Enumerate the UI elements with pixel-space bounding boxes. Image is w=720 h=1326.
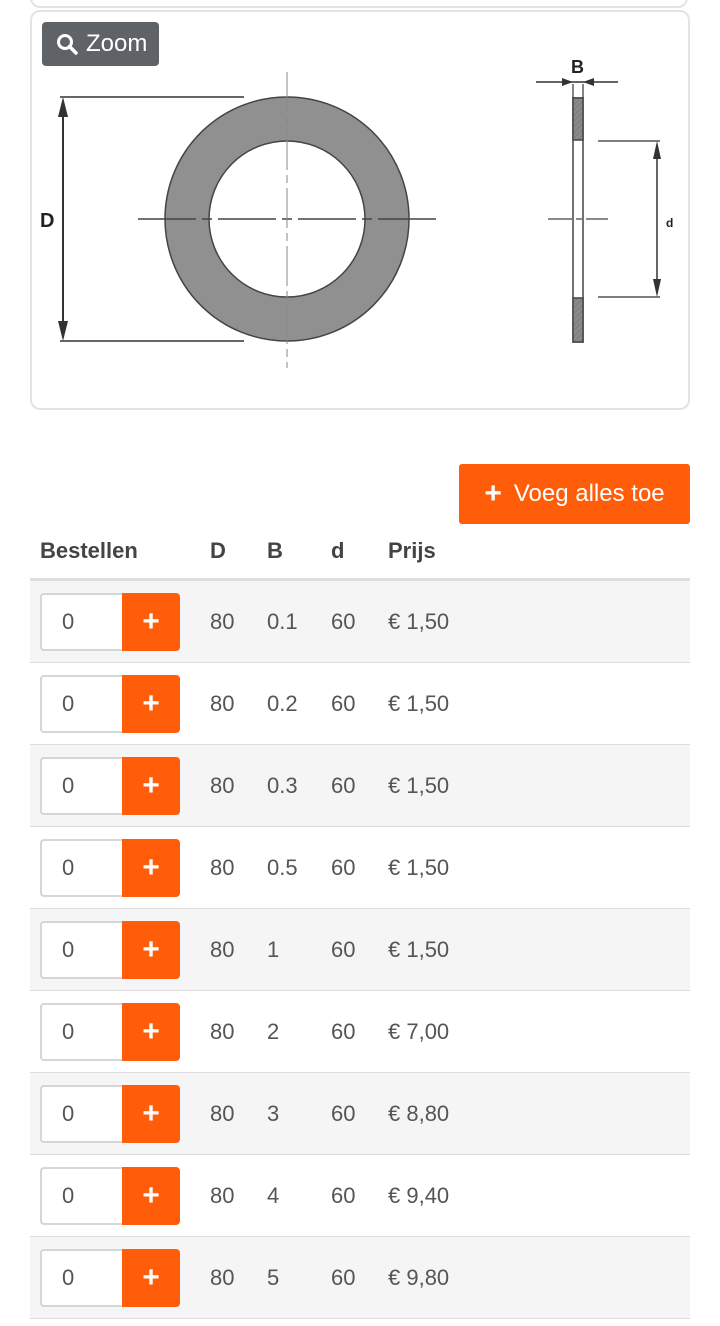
cell-outer-diameter: 80 [210, 937, 235, 962]
increase-quantity-button[interactable]: + [122, 921, 180, 979]
increase-quantity-button[interactable]: + [122, 839, 180, 897]
table-row [30, 827, 690, 909]
quantity-input[interactable] [40, 839, 122, 897]
cell-thickness: 1 [267, 937, 280, 962]
header-thickness: B [267, 538, 283, 563]
header-order: Bestellen [40, 538, 138, 563]
cell-outer-diameter: 80 [210, 609, 235, 634]
cell-outer-diameter: 80 [210, 1019, 235, 1044]
header-price: Prijs [388, 538, 436, 563]
table-row [30, 1073, 690, 1155]
cell-thickness: 2 [267, 1019, 280, 1044]
cell-inner-diameter: 60 [331, 1101, 356, 1126]
quantity-input[interactable] [40, 593, 122, 651]
cell-price: € 1,50 [388, 855, 450, 880]
cell-inner-diameter: 60 [331, 855, 356, 880]
table-row [30, 909, 690, 991]
cell-thickness: 0.1 [267, 609, 298, 634]
quantity-input[interactable] [40, 1085, 122, 1143]
add-all-button-label: Voeg alles toe [513, 480, 665, 507]
cell-outer-diameter: 80 [210, 773, 235, 798]
cell-inner-diameter: 60 [331, 773, 356, 798]
quantity-input[interactable] [40, 1249, 122, 1307]
search-icon [56, 33, 78, 55]
product-variants-table [30, 522, 690, 1319]
cell-thickness: 4 [267, 1183, 280, 1208]
cell-inner-diameter: 60 [331, 937, 356, 962]
table-row [30, 663, 690, 745]
zoom-button[interactable] [42, 22, 159, 66]
quantity-input[interactable] [40, 1003, 122, 1061]
cell-price: € 1,50 [388, 691, 450, 716]
cell-price: € 1,50 [388, 609, 450, 634]
cell-inner-diameter: 60 [331, 691, 356, 716]
dimension-label-thickness: B [571, 57, 584, 77]
quantity-input[interactable] [40, 1167, 122, 1225]
add-all-to-cart-button[interactable] [459, 464, 690, 524]
table-row [30, 581, 690, 663]
cell-price: € 8,80 [388, 1101, 450, 1126]
table-row [30, 745, 690, 827]
increase-quantity-button[interactable]: + [122, 1085, 180, 1143]
cell-outer-diameter: 80 [210, 855, 235, 880]
plus-icon: + [484, 477, 502, 510]
product-image-card [30, 10, 690, 410]
dimension-label-outer: D [40, 210, 55, 232]
cell-inner-diameter: 60 [331, 609, 356, 634]
header-inner-diameter: d [331, 538, 345, 563]
cell-price: € 1,50 [388, 773, 450, 798]
cell-outer-diameter: 80 [210, 1265, 235, 1290]
cell-price: € 1,50 [388, 937, 450, 962]
increase-quantity-button[interactable]: + [122, 593, 180, 651]
cell-price: € 9,80 [388, 1265, 450, 1290]
cell-outer-diameter: 80 [210, 1101, 235, 1126]
cell-price: € 9,40 [388, 1183, 450, 1208]
cell-outer-diameter: 80 [210, 691, 235, 716]
cell-price: € 7,00 [388, 1019, 450, 1044]
increase-quantity-button[interactable]: + [122, 1167, 180, 1225]
table-row [30, 1155, 690, 1237]
previous-card-edge [30, 0, 688, 8]
header-outer-diameter: D [210, 538, 226, 563]
increase-quantity-button[interactable]: + [122, 1249, 180, 1307]
increase-quantity-button[interactable]: + [122, 1003, 180, 1061]
increase-quantity-button[interactable]: + [122, 675, 180, 733]
cell-thickness: 0.3 [267, 773, 298, 798]
cell-thickness: 3 [267, 1101, 280, 1126]
cell-inner-diameter: 60 [331, 1019, 356, 1044]
cell-outer-diameter: 80 [210, 1183, 235, 1208]
cell-inner-diameter: 60 [331, 1183, 356, 1208]
cell-thickness: 0.2 [267, 691, 298, 716]
table-row [30, 1237, 690, 1319]
cell-inner-diameter: 60 [331, 1265, 356, 1290]
table-header [30, 522, 690, 581]
quantity-input[interactable] [40, 757, 122, 815]
quantity-input[interactable] [40, 921, 122, 979]
dimension-label-inner: d [666, 216, 674, 230]
shim-ring-technical-drawing [32, 12, 688, 408]
table-row [30, 991, 690, 1073]
quantity-input[interactable] [40, 675, 122, 733]
ring-front-view [138, 72, 436, 368]
ring-side-view [536, 78, 618, 342]
cell-thickness: 5 [267, 1265, 280, 1290]
increase-quantity-button[interactable]: + [122, 757, 180, 815]
zoom-button-label: Zoom [86, 30, 148, 57]
cell-thickness: 0.5 [267, 855, 298, 880]
